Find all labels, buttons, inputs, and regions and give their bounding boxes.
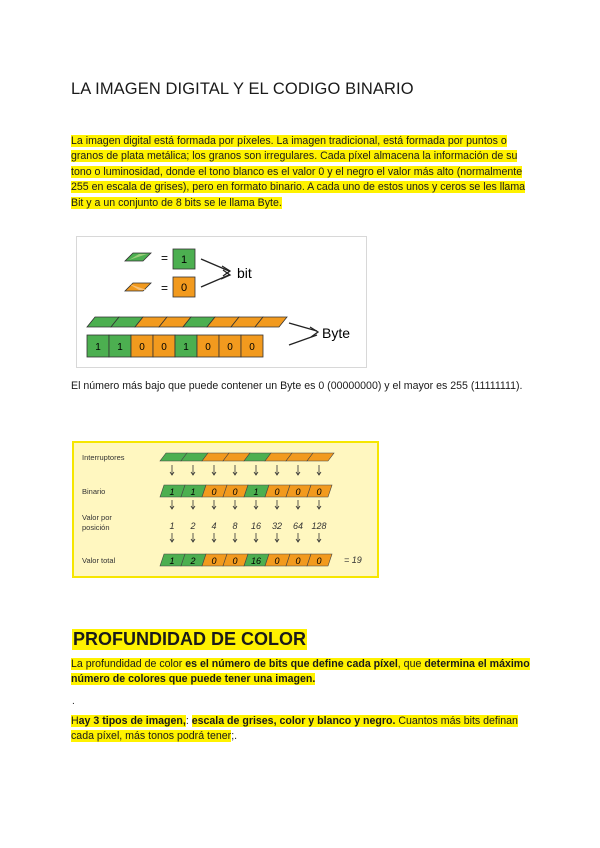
binario-value-1: 1 [190, 487, 196, 497]
byte-bit-1: 1 [117, 342, 123, 353]
binario-value-2: 0 [211, 487, 217, 497]
depth-text-2: es el número de bits que define cada píxel [185, 658, 398, 670]
posicion-value-1: 2 [190, 521, 196, 531]
binario-value-3: 0 [232, 487, 238, 497]
image-types-paragraph [71, 714, 531, 745]
binario-value-7: 0 [316, 487, 322, 497]
byte-arrows-icon [289, 323, 318, 345]
depth-text-3: , que [397, 658, 425, 670]
bit-value-1: 1 [180, 254, 188, 266]
total-value-2: 0 [211, 556, 217, 566]
label-valor-posicion-2: posición [82, 523, 110, 532]
byte-bit-2: 0 [139, 342, 145, 353]
switches-row [87, 317, 287, 327]
total-value-6: 0 [295, 556, 301, 566]
intro-text-2: píxeles. La imagen tradicional, está formada por puntos o granos de plata metálica; los granos son irregulares. Cada píxel almacena la información de su tono o luminosidad, [71, 135, 518, 178]
intro-text-1: La imagen digital está formada por [71, 135, 235, 147]
color-depth-paragraph [71, 657, 531, 688]
total-value-5: 0 [274, 556, 280, 566]
depth-text-1: La profundidad de color [71, 658, 186, 670]
intro-paragraph [71, 134, 531, 211]
types-text-3: : [185, 715, 192, 727]
depth-text-4: determina el máximo número de colores que puede tener una imagen. [71, 658, 530, 686]
page-title: LA IMAGEN DIGITAL Y EL CODIGO BINARIO [71, 80, 414, 98]
byte-label: Byte [322, 325, 351, 341]
bit-label: bit [237, 265, 252, 281]
label-valor-total: Valor total [82, 556, 116, 565]
total-value-7: 0 [316, 556, 322, 566]
binary-value-figure [72, 441, 379, 578]
bit-value-2: 0 [180, 282, 188, 294]
binario-value-6: 0 [295, 487, 301, 497]
intro-text-3: donde el tono blanco es el valor 0 y el negro el valor más alto (normalmente 255 en escala de grises), pero en formato binario. A cada uno de estos unos y ceros se les llama Bit y a un conjunto de 8 bits se le llama Byte. [71, 165, 526, 209]
posicion-value-3: 8 [232, 521, 238, 531]
byte-bit-6: 0 [227, 342, 233, 353]
stray-dot: . [72, 696, 75, 707]
bit-arrows-icon [201, 259, 230, 287]
posicion-value-5: 32 [271, 521, 283, 531]
types-text-2: ay 3 tipos de imagen, [78, 715, 186, 727]
posicion-value-7: 128 [311, 521, 327, 531]
switch-on-icon [125, 253, 151, 261]
total-value-4: 16 [250, 556, 262, 566]
binario-value-5: 0 [274, 487, 280, 497]
binario-value-0: 1 [169, 487, 175, 497]
total-value-3: 0 [232, 556, 238, 566]
label-interruptores: Interruptores [82, 453, 125, 462]
section-heading: PROFUNDIDAD DE COLOR [73, 629, 306, 649]
types-text-1: H [71, 715, 79, 727]
byte-boxes [87, 335, 263, 357]
binario-value-4: 1 [253, 487, 259, 497]
posicion-value-0: 1 [169, 521, 175, 531]
types-text-6: ;. [231, 730, 238, 743]
total-value-1: 2 [190, 556, 196, 566]
switch-off-icon [125, 283, 151, 291]
equals-sign-2: = [161, 281, 169, 295]
byte-bit-4: 1 [183, 342, 189, 353]
posicion-value-6: 64 [292, 521, 304, 531]
byte-bit-0: 1 [95, 342, 101, 353]
bit-byte-figure [76, 236, 367, 368]
byte-bit-5: 0 [205, 342, 211, 353]
types-text-4: escala de grises, color y blanco y negro. [191, 715, 396, 727]
byte-bit-7: 0 [249, 342, 255, 353]
total-result: = 19 [344, 555, 362, 565]
types-text-5: Cuantos más bits definan cada píxel, más tonos podrá tener [71, 715, 518, 743]
byte-range-paragraph: El número más bajo que puede contener un Byte es 0 (00000000) y el mayor es 255 (11111111). [71, 380, 523, 392]
equals-sign-1: = [161, 251, 169, 265]
label-binario: Binario [82, 487, 106, 496]
posicion-value-4: 16 [250, 521, 262, 531]
fig2-rows [160, 453, 334, 566]
total-value-0: 1 [169, 556, 175, 566]
byte-bit-3: 0 [161, 342, 167, 353]
label-valor-posicion-1: Valor por [82, 513, 112, 522]
posicion-value-2: 4 [211, 521, 217, 531]
